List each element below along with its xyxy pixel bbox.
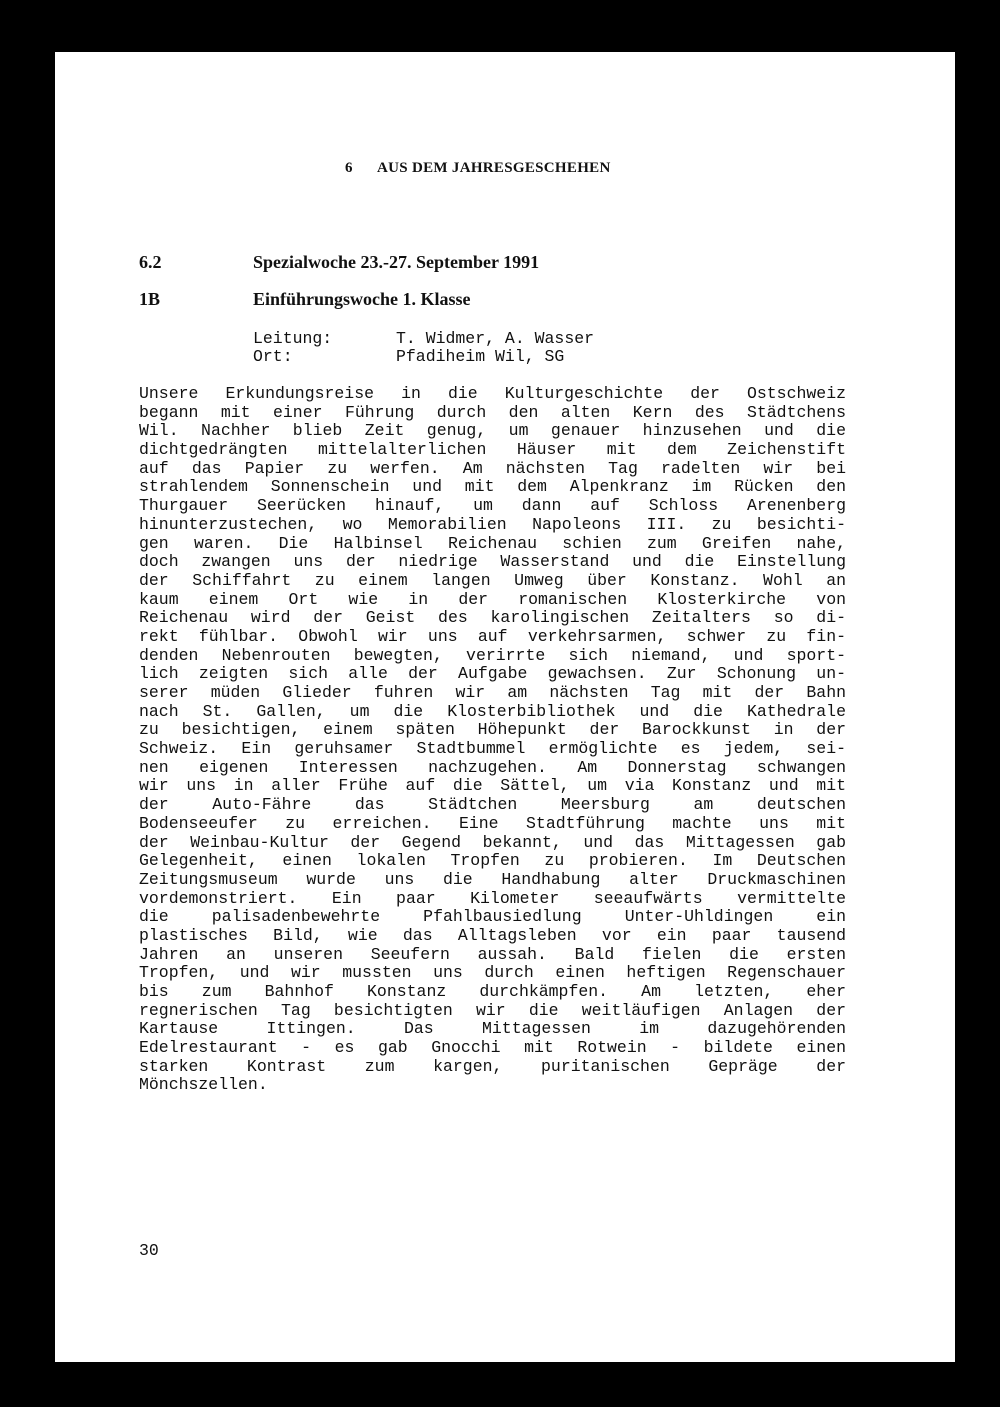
leitung-value: T. Widmer, A. Wasser xyxy=(396,329,595,348)
body-line: Zeitungsmuseum wurde uns die Handhabung alter Druckmaschinen xyxy=(139,869,846,889)
body-line: lich zeigten sich alle der Aufgabe gewachsen. Zur Schonung un- xyxy=(139,664,846,684)
body-line: Mönchszellen. xyxy=(139,1075,268,1095)
section-code: 6.2 xyxy=(139,252,162,272)
body-line: nen eigenen Interessen nachzugehen. Am Donnerstag schwangen xyxy=(139,757,846,777)
body-line: hinunterzustechen, wo Memorabilien Napoleons III. zu besichti- xyxy=(139,514,846,534)
body-line: der Schiffahrt zu einem langen Umweg über Konstanz. Wohl an xyxy=(139,570,846,590)
body-line: wir uns in aller Frühe auf die Sättel, um via Konstanz und mit xyxy=(139,776,846,796)
body-line: Edelrestaurant - es gab Gnocchi mit Rotwein - bildete einen xyxy=(139,1038,846,1058)
body-line: Thurgauer Seerücken hinauf, um dann auf Schloss Arenenberg xyxy=(139,496,846,516)
page-number: 30 xyxy=(139,1241,159,1260)
ort-row xyxy=(253,347,564,366)
chapter-number: 6 xyxy=(345,160,353,176)
body-line: rekt fühlbar. Obwohl wir uns auf verkehrsarmen, schwer zu fin- xyxy=(139,626,846,646)
ort-label: Ort: xyxy=(253,347,293,366)
body-line: Unsere Erkundungsreise in die Kulturgeschichte der Ostschweiz xyxy=(139,384,846,403)
body-line: begann mit einer Führung durch den alten Kern des Städtchens xyxy=(139,402,846,422)
leitung-label: Leitung: xyxy=(253,329,333,348)
document-page xyxy=(55,52,955,1362)
body-line: plastisches Bild, wie das Alltagsleben vor ein paar tausend xyxy=(139,925,846,945)
body-line: nach St. Gallen, um die Klosterbibliothek und die Kathedrale xyxy=(139,701,846,721)
body-line: vordemonstriert. Ein paar Kilometer seeaufwärts vermittelte xyxy=(139,888,846,908)
body-line: Kartause Ittingen. Das Mittagessen im dazugehörenden xyxy=(139,1019,846,1039)
body-line: der Auto-Fähre das Städtchen Meersburg am deutschen xyxy=(139,795,846,815)
body-line: der Weinbau-Kultur der Gegend bekannt, und das Mittagessen gab xyxy=(139,832,846,852)
chapter-title: AUS DEM JAHRESGESCHEHEN xyxy=(377,160,611,176)
body-line: Jahren an unseren Seeufern aussah. Bald fielen die ersten xyxy=(139,944,846,964)
body-line: denden Nebenrouten bewegten, verirrte sich niemand, und sport- xyxy=(139,645,846,665)
body-line: Reichenau wird der Geist des karolingischen Zeitalters so di- xyxy=(139,608,846,628)
body-text xyxy=(139,385,846,1095)
body-line: die palisadenbewehrte Pfahlbausiedlung Unter-Uhldingen ein xyxy=(139,907,846,927)
section-heading xyxy=(139,252,539,273)
ort-value: Pfadiheim Wil, SG xyxy=(396,347,565,366)
body-line: Wil. Nachher blieb Zeit genug, um genauer hinzusehen und die xyxy=(139,421,846,441)
subsection-title: Einführungswoche 1. Klasse xyxy=(253,289,471,309)
section-title: Spezialwoche 23.-27. September 1991 xyxy=(253,252,540,272)
leitung-row xyxy=(253,329,594,348)
body-line: strahlendem Sonnenschein und mit dem Alpenkranz im Rücken den xyxy=(139,477,846,497)
body-line: auf das Papier zu werfen. Am nächsten Tag radelten wir bei xyxy=(139,458,846,478)
body-line: doch zwangen uns der niedrige Wasserstand und die Einstellung xyxy=(139,552,846,572)
body-line: Bodenseeufer zu erreichen. Eine Stadtführung machte uns mit xyxy=(139,813,846,833)
body-line: zu besichtigen, einem späten Höhepunkt der Barockkunst in der xyxy=(139,720,846,740)
body-line: Gelegenheit, einen lokalen Tropfen zu probieren. Im Deutschen xyxy=(139,851,846,871)
body-line: Schweiz. Ein geruhsamer Stadtbummel ermöglichte es jedem, sei- xyxy=(139,739,846,759)
body-line: kaum einem Ort wie in der romanischen Klosterkirche von xyxy=(139,589,846,609)
body-line: Tropfen, und wir mussten uns durch einen heftigen Regenschauer xyxy=(139,963,846,983)
body-line: bis zum Bahnhof Konstanz durchkämpfen. Am letzten, eher xyxy=(139,982,846,1001)
chapter-heading xyxy=(345,160,611,177)
body-line: starken Kontrast zum kargen, puritanischen Gepräge der xyxy=(139,1056,846,1076)
body-line: regnerischen Tag besichtigten wir die weitläufigen Anlagen der xyxy=(139,1000,846,1020)
body-line: dichtgedrängten mittelalterlichen Häuser mit dem Zeichenstift xyxy=(139,440,846,460)
body-line: serer müden Glieder fuhren wir am nächsten Tag mit der Bahn xyxy=(139,683,846,702)
subsection-heading xyxy=(139,289,471,310)
body-line: gen waren. Die Halbinsel Reichenau schien zum Greifen nahe, xyxy=(139,533,846,553)
subsection-code: 1B xyxy=(139,289,161,309)
